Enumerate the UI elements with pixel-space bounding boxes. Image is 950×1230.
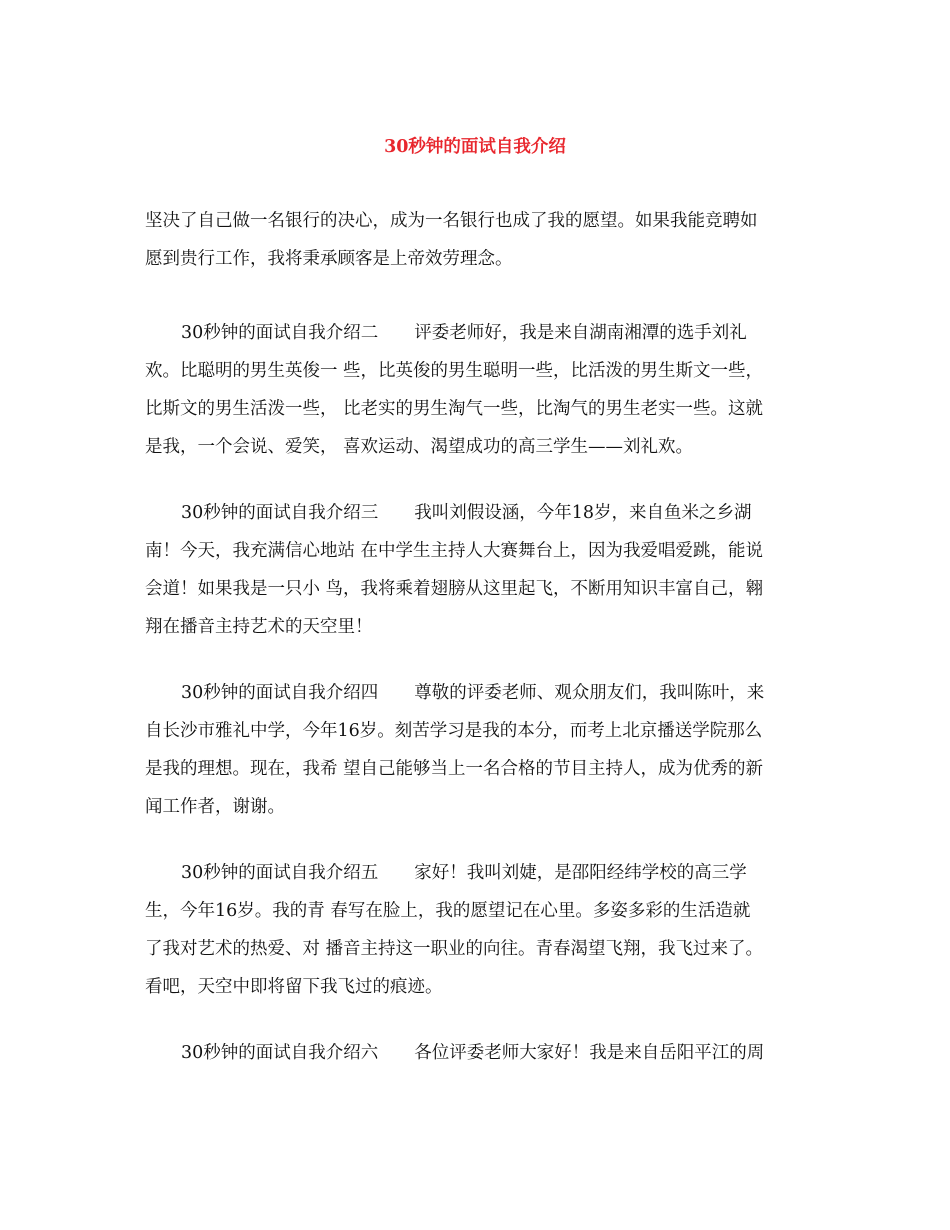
paragraph-line: 愿到贵行工作，我将秉承顾客是上帝效劳理念。 <box>145 249 513 269</box>
section-heading: 30秒钟的面试自我介绍四 <box>181 683 379 703</box>
section-heading: 30秒钟的面试自我介绍二 <box>181 323 379 343</box>
paragraph-6 <box>145 1034 805 1072</box>
paragraph-line: 闻工作者，谢谢。 <box>145 797 285 817</box>
document-title: 30秒钟的面试自我介绍 <box>384 137 566 157</box>
paragraph-line: 家好！我叫刘婕，是邵阳经纬学校的高三学 <box>414 863 747 883</box>
paragraph-line: 坚决了自己做一名银行的决心，成为一名银行也成了我的愿望。如果我能竞聘如 <box>145 211 758 231</box>
paragraph-line: 是我，一个会说、爱笑， 喜欢运动、渴望成功的高三学生——刘礼欢。 <box>145 437 694 457</box>
paragraph-first-line <box>145 494 805 532</box>
paragraph-2 <box>145 314 805 466</box>
paragraph-line: 生，今年16岁。我的青 春写在脸上，我的愿望记在心里。多姿多彩的生活造就 <box>145 901 751 921</box>
paragraph-line: 会道！如果我是一只小 鸟，我将乘着翅膀从这里起飞，不断用知识丰富自己，翱 <box>145 579 764 599</box>
section-heading: 30秒钟的面试自我介绍三 <box>181 503 379 523</box>
paragraph-line: 我叫刘假设涵，今年18岁，来自鱼米之乡湖 <box>414 503 752 523</box>
paragraph-line: 南！今天，我充满信心地站 在中学生主持人大赛舞台上，因为我爱唱爱跳，能说 <box>145 541 764 561</box>
paragraph-3 <box>145 494 805 646</box>
paragraph-1 <box>145 202 805 278</box>
paragraph-first-line <box>145 854 805 892</box>
paragraph-line: 尊敬的评委老师、观众朋友们，我叫陈叶，来 <box>414 683 765 703</box>
paragraph-first-line <box>145 314 805 352</box>
paragraph-line: 是我的理想。现在，我希 望自己能够当上一名合格的节目主持人，成为优秀的新 <box>145 759 764 779</box>
paragraph-line: 看吧，天空中即将留下我飞过的痕迹。 <box>145 977 443 997</box>
paragraph-line: 翔在播音主持艺术的天空里！ <box>145 617 373 637</box>
paragraph-5 <box>145 854 805 1006</box>
paragraph-first-line <box>145 674 805 712</box>
paragraph-line: 自长沙市雅礼中学，今年16岁。刻苦学习是我的本分，而考上北京播送学院那么 <box>145 721 763 741</box>
paragraph-line: 各位评委老师大家好！我是来自岳阳平江的周 <box>414 1043 765 1063</box>
paragraph-line: 评委老师好，我是来自湖南湘潭的选手刘礼 <box>414 323 747 343</box>
paragraph-line: 比斯文的男生活泼一些， 比老实的男生淘气一些，比淘气的男生老实一些。这就 <box>145 399 764 419</box>
paragraph-first-line <box>145 1034 805 1072</box>
paragraph-line: 了我对艺术的热爱、对 播音主持这一职业的向往。青春渴望飞翔，我飞过来了。 <box>145 939 764 959</box>
paragraph-line: 欢。比聪明的男生英俊一 些，比英俊的男生聪明一些，比活泼的男生斯文一些， <box>145 361 764 381</box>
section-heading: 30秒钟的面试自我介绍五 <box>181 863 379 883</box>
section-heading: 30秒钟的面试自我介绍六 <box>181 1043 379 1063</box>
paragraph-4 <box>145 674 805 826</box>
